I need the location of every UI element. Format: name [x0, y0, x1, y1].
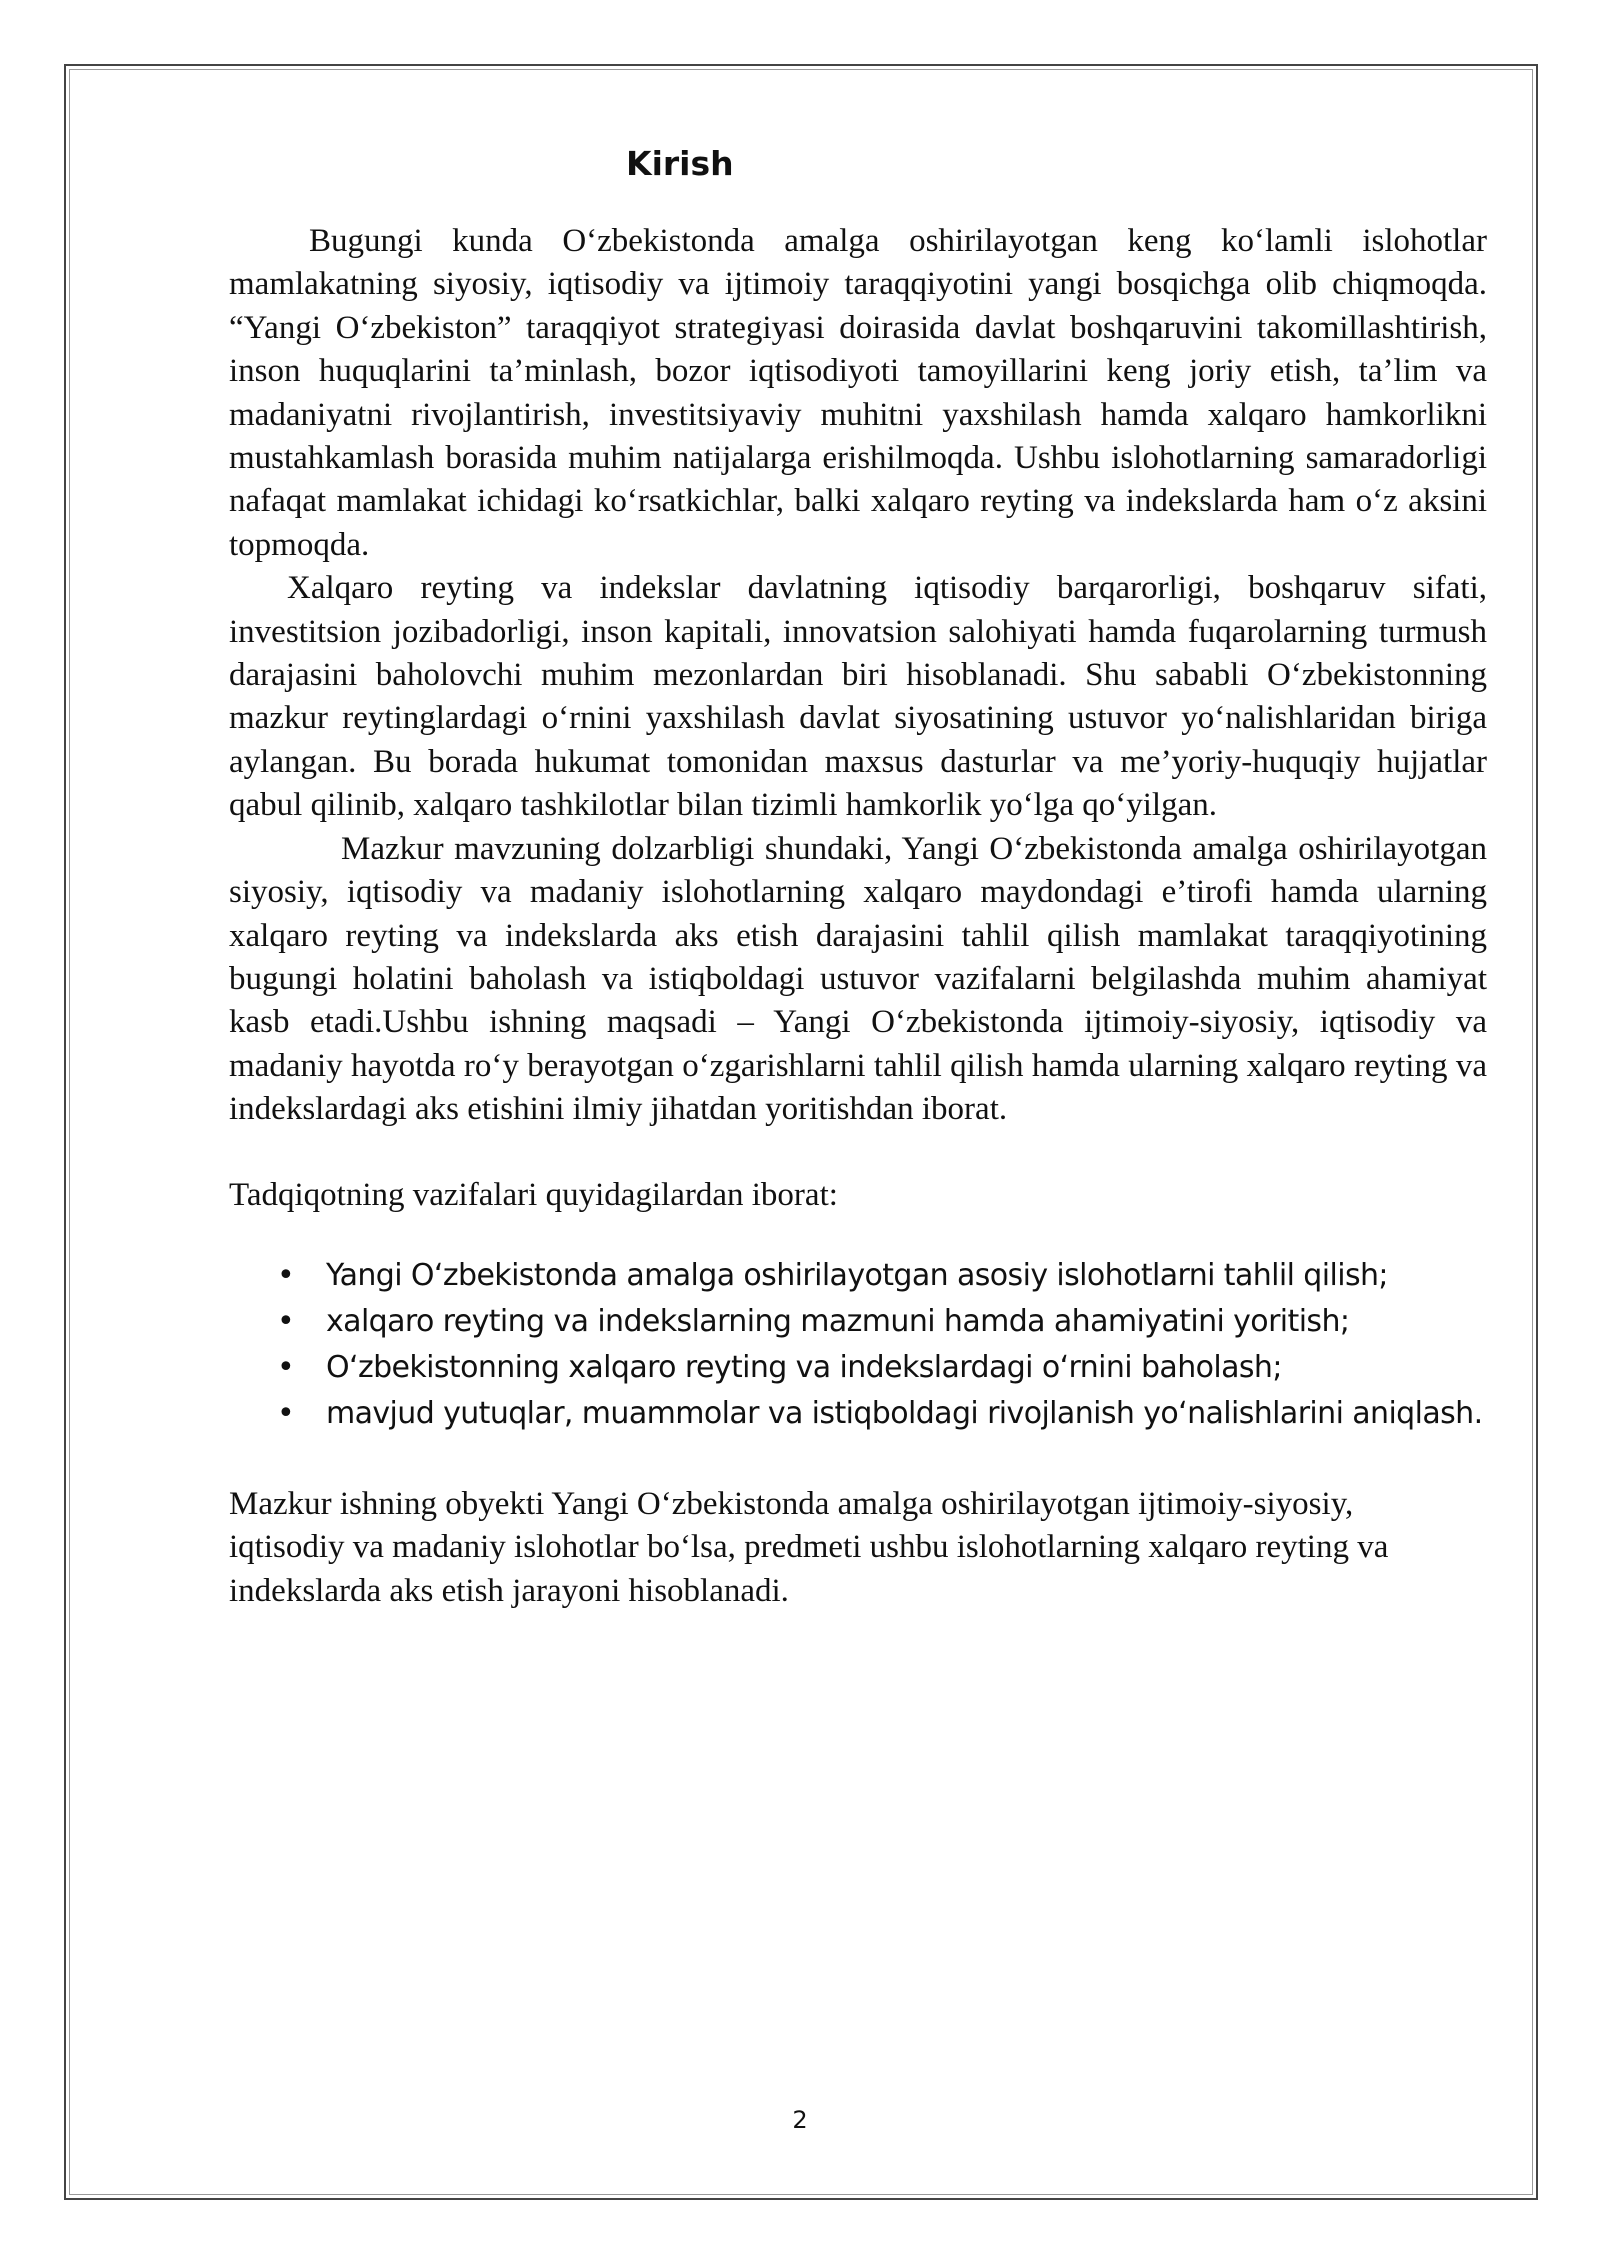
paragraph-relevance: Mazkur mavzuning dolzarbligi shundaki, Yangi O‘zbekistonda amalga oshirilayotgan siyosiy, iqtisodiy va madaniy islohotlarning xalqaro maydondagi e’tirofi hamda ularning xalqaro reyting va indekslarda aks etish darajasini tahlil qilish mamlakat taraqqiyotining bugungi holatini baholash va istiqboldagi ustuvor vazifalarni belgilashda muhim ahamiyat kasb etadi.Ushbu ishning maqsadi – Yangi O‘zbekistonda ijtimoiy-siyosiy, iqtisodiy va madaniy hayotda ro‘y berayotgan o‘zgarishlarni tahlil qilish hamda ularning xalqaro reyting va indekslardagi aks etishini ilmiy jihatdan yoritishdan iborat.: [229, 830, 1487, 1128]
bullet-icon: •: [277, 1257, 295, 1293]
paragraph-intro: Bugungi kunda O‘zbekistonda amalga oshirilayotgan keng ko‘lamli islohotlar mamlakatning siyosiy, iqtisodiy va ijtimoiy taraqqiyotini yangi bosqichga olib chiqmoqda. “Yangi O‘zbekiston” taraqqiyot strategiyasi doirasida davlat boshqaruvini takomillashtirish, inson huquqlarini ta’minlash, bozor iqtisodiyoti tamoyillarini keng joriy etish, ta’lim va madaniyatni rivojlantirish, investitsiyaviy muhitni yaxshilash hamda xalqaro hamkorlikni mustahkamlash borasida muhim natijalarga erishilmoqda. Ushbu islohotlarning samaradorligi nafaqat mamlakat ichidagi ko‘rsatkichlar, balki xalqaro reyting va indekslarda ham o‘z aksini topmoqda.: [229, 223, 1487, 563]
list-item-text: Yangi O‘zbekistonda amalga oshirilayotgan asosiy islohotlarni tahlil qilish;: [326, 1257, 1388, 1293]
bullet-icon: •: [277, 1349, 295, 1385]
list-item: [229, 1345, 1487, 1391]
document-body: [229, 140, 1487, 1613]
list-item: [229, 1391, 1487, 1437]
list-item: [229, 1253, 1487, 1299]
list-item-text: mavjud yutuqlar, muammolar va istiqboldagi rivojlanish yo‘nalishlarini aniqlash.: [326, 1395, 1483, 1431]
page-number: 2: [792, 2106, 808, 2134]
bullet-icon: •: [277, 1303, 295, 1339]
list-item-text: xalqaro reyting va indekslarning mazmuni hamda ahamiyatini yoritish;: [326, 1303, 1350, 1339]
bullet-icon: •: [277, 1395, 295, 1431]
tasks-heading: Tadqiqotning vazifalari quyidagilardan iborat:: [229, 1176, 838, 1213]
paragraph-ratings: Xalqaro reyting va indekslar davlatning iqtisodiy barqarorligi, boshqaruv sifati, investitsion jozibadorligi, inson kapitali, innovatsion salohiyati hamda fuqarolarning turmush darajasini baholovchi muhim mezonlardan biri hisoblanadi. Shu sababli O‘zbekistonning mazkur reytinglardagi o‘rnini yaxshilash davlat siyosatining ustuvor yo‘nalishlaridan biriga aylangan. Bu borada hukumat tomonidan maxsus dasturlar va me’yoriy-huquqiy hujjatlar qabul qilinib, xalqaro tashkilotlar bilan tizimli hamkorlik yo‘lga qo‘yilgan.: [229, 570, 1487, 824]
tasks-list: [229, 1253, 1487, 1437]
section-title: Kirish: [626, 144, 734, 183]
list-item-text: O‘zbekistonning xalqaro reyting va indekslardagi o‘rnini baholash;: [326, 1349, 1282, 1385]
paragraph-object-subject: Mazkur ishning obyekti Yangi O‘zbekistonda amalga oshirilayotgan ijtimoiy-siyosiy, iqtisodiy va madaniy islohotlar bo‘lsa, predmeti ushbu islohotlarning xalqaro reyting va indekslarda aks etish jarayoni hisoblanadi.: [229, 1485, 1389, 1609]
list-item: [229, 1299, 1487, 1345]
